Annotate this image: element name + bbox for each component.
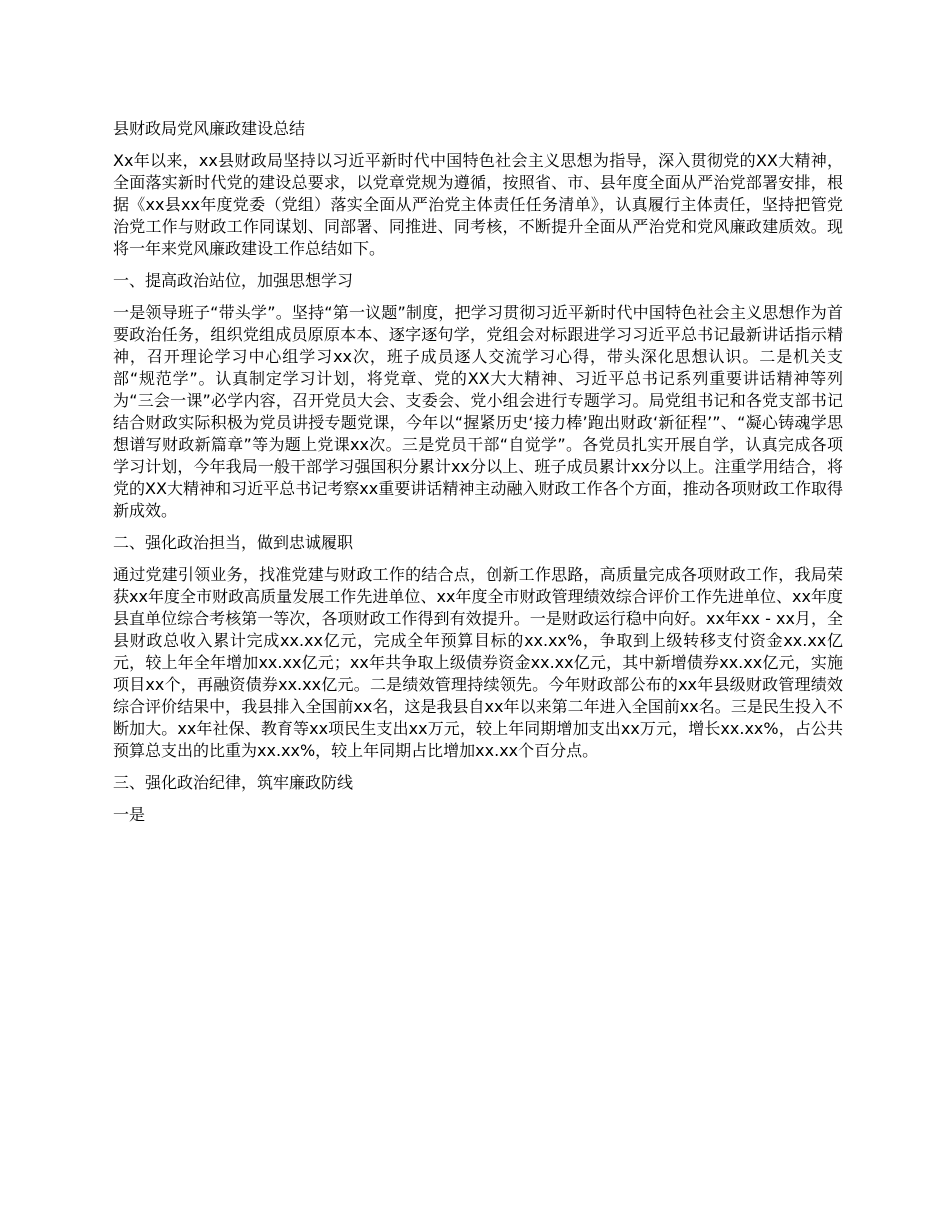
- section-1-heading: 一、提高政治站位，加强思想学习: [113, 271, 354, 290]
- document-title: 县财政局党风廉政建设总结: [113, 119, 306, 138]
- section-3-paragraph: 一是: [113, 805, 146, 824]
- section-1-paragraph: 一是领导班子“带头学”。坚持“第一议题”制度，把学习贯彻习近平新时代中国特色社会主义思想作为首要政治任务，组织党组成员原原本本、逐字逐句学，党组会对标跟进学习习近平总书记最新讲话指示精神，召开理论学习中心组学习xx次，班子成员逐人交流学习心得，带头深化思想认识。二是机关支部“规范学”。认真制定学习计划，将党章、党的XX大大精神、习近平总书记系列重要讲话精神等列为“三会一课”必学内容，召开党员大会、支委会、党小组会进行专题学习。局党组书记和各党支部书记结合财政实际积极为党员讲授专题党课，今年以“握紧历史‘接力棒’跑出财政‘新征程’”、“凝心铸魂学思想谱写财政新篇章”等为题上党课xx次。三是党员干部“自觉学”。各党员扎实开展自学，认真完成各项学习计划，今年我局一般干部学习强国积分累计xx分以上、班子成员累计xx分以上。注重学用结合，将党的XX大精神和习近平总书记考察xx重要讲话精神主动融入财政工作各个方面，推动各项财政工作取得新成效。: [113, 303, 843, 520]
- section-3-heading: 三、强化政治纪律，筑牢廉政防线: [113, 773, 354, 792]
- section-2-paragraph: 通过党建引领业务，找准党建与财政工作的结合点，创新工作思路，高质量完成各项财政工作，我局荣获xx年度全市财政高质量发展工作先进单位、xx年度全市财政管理绩效综合评价工作先进单位、xx年度县直单位综合考核第一等次，各项财政工作得到有效提升。一是财政运行稳中向好。xx年xx - xx月，全县财政总收入累计完成xx.xx亿元，完成全年预算目标的xx.xx%，争取到上级转移支付资金xx.xx亿元，较上年全年增加xx.xx亿元；xx年共争取上级债券资金xx.xx亿元，其中新增债券xx.xx亿元，实施项目xx个，再融资债券xx.xx亿元。二是绩效管理持续领先。今年财政部公布的xx年县级财政管理绩效综合评价结果中，我县排入全国前xx名，这是我县自xx年以来第二年进入全国前xx名。三是民生投入不断加大。xx年社保、教育等xx项民生支出xx万元，较上年同期增加支出xx万元，增长xx.xx%，占公共预算总支出的比重为xx.xx%，较上年同期占比增加xx.xx个百分点。: [113, 565, 843, 760]
- intro-paragraph: Xx年以来，xx县财政局坚持以习近平新时代中国特色社会主义思想为指导，深入贯彻党的XX大精神，全面落实新时代党的建设总要求，以党章党规为遵循，按照省、市、县年度全面从严治党部署安排，根据《xx县xx年度党委（党组）落实全面从严治党主体责任任务清单》，认真履行主体责任，坚持把管党治党工作与财政工作同谋划、同部署、同推进、同考核，不断提升全面从严治党和党风廉政建质效。现将一年来党风廉政建设工作总结如下。: [113, 151, 843, 258]
- document-page: [113, 118, 843, 836]
- section-2-heading: 二、强化政治担当，做到忠诚履职: [113, 533, 354, 552]
